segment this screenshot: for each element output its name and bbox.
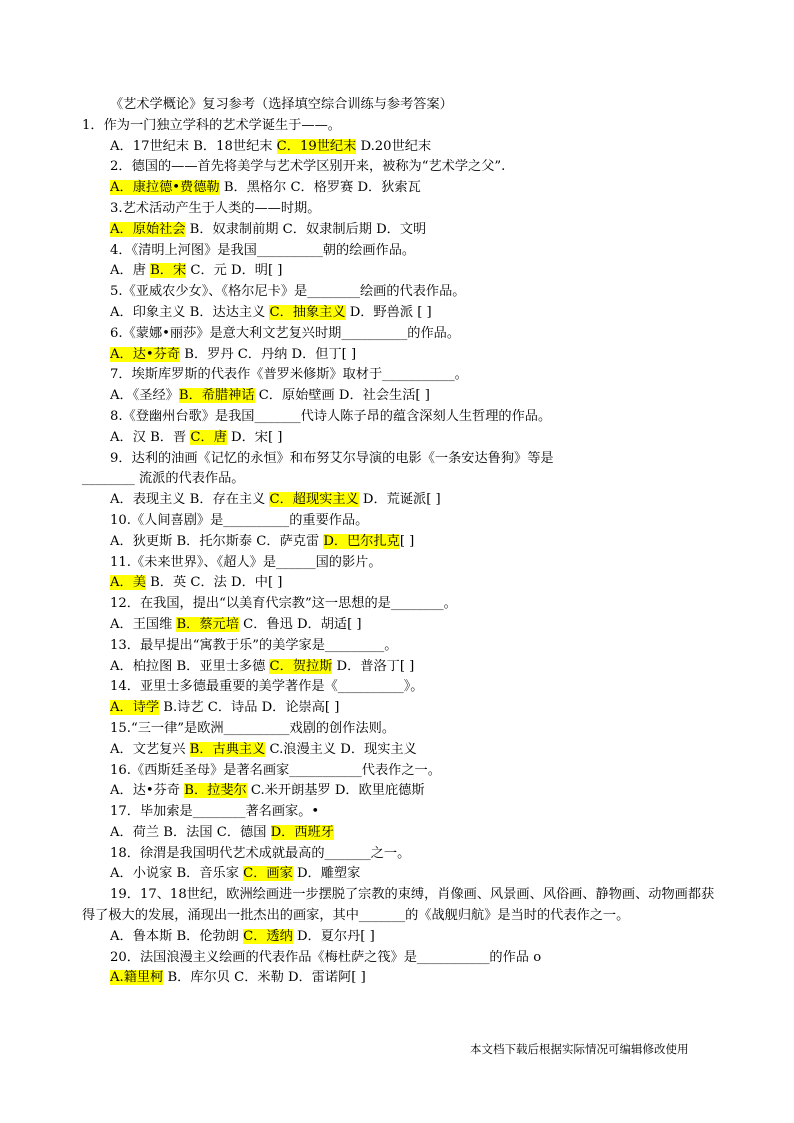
- text-segment: A．柏拉图 B．亚里士多德: [110, 658, 270, 674]
- document-line: [82, 802, 722, 823]
- document-line: [82, 719, 722, 740]
- highlighted-answer: A．诗学: [110, 700, 160, 716]
- document-line: [82, 199, 722, 220]
- highlighted-answer: B．拉斐尔: [184, 783, 247, 799]
- document-line: [82, 573, 722, 594]
- text-segment: 18．徐渭是我国明代艺术成就最高的_______之一。: [110, 845, 411, 861]
- document-line: [82, 864, 722, 885]
- text-segment: D．普洛丁[ ]: [332, 658, 415, 674]
- document-body: [82, 95, 722, 989]
- text-segment: C.米开朗基罗 D．欧里庇德斯: [246, 783, 425, 799]
- text-segment: 17．毕加索是________著名画家。•: [110, 804, 320, 820]
- highlighted-answer: A．原始社会: [110, 221, 186, 237]
- text-segment: C．元 D．明[ ]: [186, 263, 283, 279]
- text-segment: 6.《蒙娜•丽莎》是意大利文艺复兴时期__________的作品。: [110, 325, 461, 341]
- text-segment: 8.《登幽州台歌》是我国_______代诗人陈子昂的蕴含深刻人生哲理的作品。: [110, 408, 552, 424]
- document-line: [82, 636, 722, 657]
- text-segment: A．印象主义 B．达达主义: [110, 304, 270, 320]
- text-segment: B．英 C．法 D．中[ ]: [145, 575, 283, 591]
- document-line: [82, 761, 722, 782]
- highlighted-answer: A．康拉德•费德勒: [110, 180, 220, 196]
- text-segment: A．汉 B．晋: [110, 429, 191, 445]
- highlighted-answer: D．西班牙: [270, 824, 334, 840]
- text-segment: D．荒诞派[ ]: [358, 492, 441, 508]
- text-segment: A．文艺复兴: [110, 741, 190, 757]
- text-segment: 14．亚里士多德最重要的美学著作是《__________》。: [110, 679, 424, 695]
- text-segment: [ ]: [399, 533, 415, 549]
- text-segment: A．唐: [110, 263, 151, 279]
- text-segment: 11.《未来世界》、《超人》是______国的影片。: [110, 554, 382, 570]
- question-list: [82, 116, 722, 989]
- text-segment: 9．达利的油画《记忆的永恒》和布努艾尔导演的电影《一条安达鲁狗》等是: [110, 450, 554, 466]
- document-line: [82, 386, 722, 407]
- text-segment: C.浪漫主义 D．现实主义: [265, 741, 417, 757]
- document-line: [82, 553, 722, 574]
- highlighted-answer: C．画家: [243, 866, 293, 882]
- text-segment: A．17世纪末 B．18世纪末: [110, 138, 277, 154]
- page-title: 《艺术学概论》复习参考（选择填空综合训练与参考答案）: [110, 97, 453, 112]
- text-segment: 10.《人间喜剧》是__________的重要作品。: [110, 512, 369, 528]
- highlighted-answer: C．19世纪末: [276, 138, 357, 154]
- text-segment: 3.艺术活动产生于人类的——时期。: [110, 200, 321, 216]
- text-segment: B.诗艺 C．诗品 D．论崇高[ ]: [159, 700, 340, 716]
- text-segment: D.20世纪末: [356, 138, 432, 154]
- text-segment: C．原始壁画 D．社会生活[ ]: [254, 388, 430, 404]
- document-line: [82, 178, 722, 199]
- text-segment: 5.《亚威农少女》、《格尔尼卡》是________绘画的代表作品。: [110, 284, 466, 300]
- text-segment: B．罗丹 C．丹纳 D．但丁[ ]: [180, 346, 357, 362]
- highlighted-answer: A．达•芬奇: [110, 346, 181, 362]
- document-line: [82, 241, 722, 262]
- document-line: [82, 116, 722, 137]
- text-segment: A．《圣经》: [110, 388, 179, 404]
- text-segment: 12．在我国，提出“以美育代宗教”这一思想的是________。: [110, 596, 457, 612]
- text-segment: A．王国维: [110, 616, 177, 632]
- document-line: [82, 657, 722, 678]
- text-segment: A．达•芬奇: [110, 783, 185, 799]
- document-line: [82, 844, 722, 865]
- highlighted-answer: C．透纳: [243, 928, 293, 944]
- footer-note: 本文档下载后根据实际情况可编辑修改使用: [470, 1042, 689, 1056]
- text-segment: 2．德国的——首先将美学与艺术学区别开来，被称为“艺术学之父”.: [110, 159, 506, 175]
- text-segment: 1．作为一门独立学科的艺术学诞生于——。: [82, 117, 341, 133]
- document-line: [82, 261, 722, 282]
- text-segment: 19．17、18世纪，欧洲绘画进一步摆脱了宗教的束缚，肖像画、风景画、风俗画、静物画、动物画都获得了极大的发展，涌现出一批杰出的画家，其中_______的《战舰归航》是当时的代表作之一。: [82, 887, 715, 924]
- text-segment: A．狄更斯 B．托尔斯泰 C．萨克雷: [110, 533, 324, 549]
- document-line: [82, 324, 722, 345]
- document-line: [82, 781, 722, 802]
- text-segment: B．库尔贝 C．米勒 D．雷诺阿[ ]: [163, 970, 366, 986]
- text-segment: 15.“三一律”是欧洲__________戏剧的创作法则。: [110, 720, 396, 736]
- text-segment: B．奴隶制前期 C．奴隶制后期 D．文明: [185, 221, 427, 237]
- text-segment: 13．最早提出“寓教于乐”的美学家是_________。: [110, 637, 398, 653]
- highlighted-answer: C．抽象主义: [269, 304, 346, 320]
- highlighted-answer: B．宋: [150, 263, 187, 279]
- text-segment: B．黑格尔 C．格罗赛 D．狄索瓦: [219, 180, 421, 196]
- document-line: [82, 698, 722, 719]
- text-segment: C．鲁迅 D．胡适[ ]: [238, 616, 362, 632]
- highlighted-answer: B．希腊神话: [178, 388, 255, 404]
- text-segment: 7．埃斯库罗斯的代表作《普罗米修斯》取材于___________。: [110, 367, 468, 383]
- document-line: [82, 469, 722, 490]
- document-line: [82, 677, 722, 698]
- document-line: [82, 449, 722, 470]
- highlighted-answer: A．美: [110, 575, 146, 591]
- document-line: [82, 428, 722, 449]
- document-line: [82, 927, 722, 948]
- highlighted-answer: C．超现实主义: [269, 492, 359, 508]
- highlighted-answer: B．古典主义: [189, 741, 266, 757]
- document-line: [82, 948, 722, 969]
- document-line: [82, 282, 722, 303]
- document-line: [82, 303, 722, 324]
- document-line: [82, 407, 722, 428]
- text-segment: A．小说家 B．音乐家: [110, 866, 244, 882]
- highlighted-answer: C．贺拉斯: [269, 658, 333, 674]
- highlighted-answer: A.籍里柯: [110, 970, 164, 986]
- document-line: [82, 365, 722, 386]
- text-segment: 20．法国浪漫主义绘画的代表作品《梅杜萨之筏》是___________的作品 o: [110, 949, 542, 965]
- text-segment: D．雕塑家: [292, 866, 361, 882]
- text-segment: 4．《清明上河图》是我国__________朝的绘画作品。: [110, 242, 416, 258]
- document-line: [82, 157, 722, 178]
- text-segment: D．野兽派 [ ]: [345, 304, 432, 320]
- text-segment: A．鲁本斯 B．伦勃朗: [110, 928, 244, 944]
- document-line: [82, 137, 722, 158]
- highlighted-answer: D．巴尔扎克: [323, 533, 400, 549]
- document-line: [82, 968, 722, 989]
- highlighted-answer: C．唐: [190, 429, 227, 445]
- document-line: [82, 220, 722, 241]
- text-segment: D．宋[ ]: [226, 429, 283, 445]
- text-segment: D．夏尔丹[ ]: [292, 928, 375, 944]
- document-line: [82, 615, 722, 636]
- document-line: [82, 885, 722, 927]
- document-line: [82, 740, 722, 761]
- document-line: [82, 511, 722, 532]
- highlighted-answer: B．蔡元培: [176, 616, 239, 632]
- text-segment: ________ 流派的代表作品。: [82, 471, 245, 487]
- text-segment: A．荷兰 B．法国 C．德国: [110, 824, 271, 840]
- document-line: [82, 345, 722, 366]
- document-line: [82, 490, 722, 511]
- document-line: [82, 594, 722, 615]
- text-segment: 16.《西斯廷圣母》是著名画家___________代表作之一。: [110, 762, 441, 778]
- text-segment: A．表现主义 B．存在主义: [110, 492, 270, 508]
- document-line: [82, 823, 722, 844]
- document-line: [82, 532, 722, 553]
